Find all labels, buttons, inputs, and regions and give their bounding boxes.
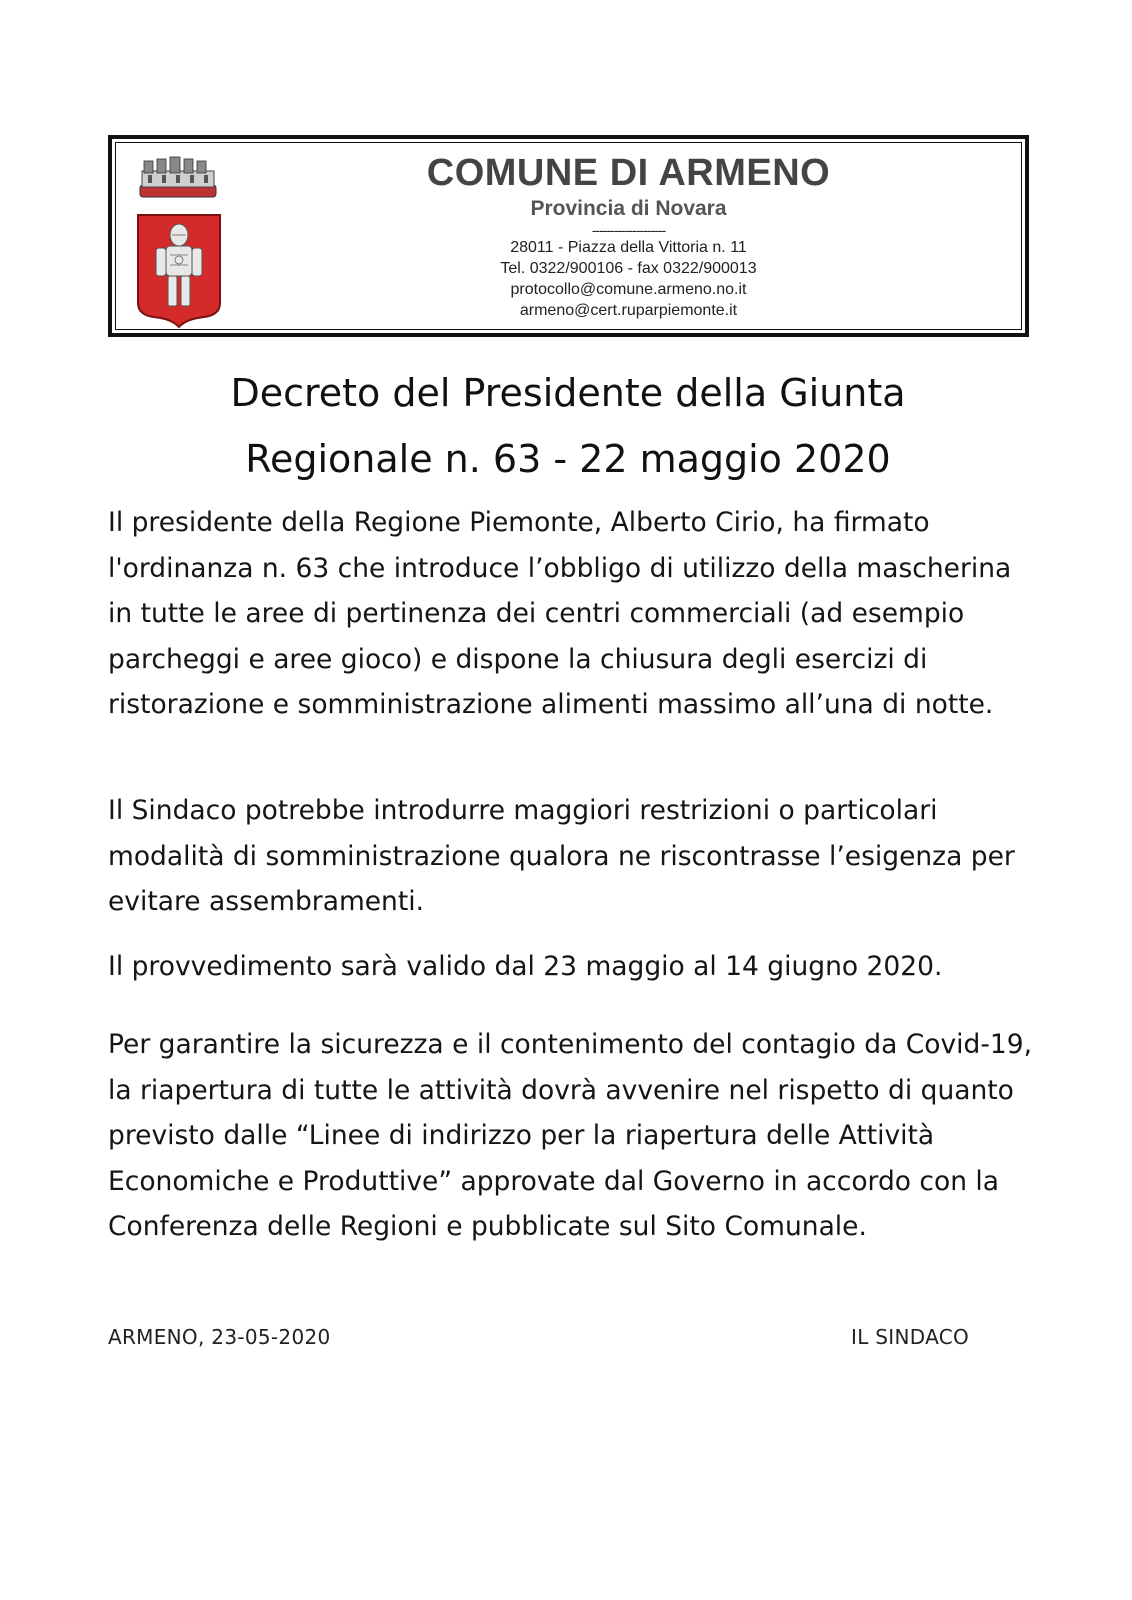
paragraph-validity: Il provvedimento sarà valido dal 23 maggio al 14 giugno 2020. bbox=[108, 951, 943, 982]
letterhead-separator: -------------------- bbox=[591, 222, 666, 238]
phone-fax: Tel. 0322/900106 - fax 0322/900013 bbox=[500, 260, 757, 277]
document-title bbox=[108, 360, 1028, 492]
paragraph-guidelines: Per garantire la sicurezza e il contenimento del contagio da Covid-19, la riapertura di tutte le attività dovrà avvenire nel rispetto di quanto previsto dalle “Linee di indirizzo per la riapertura delle Attività Economiche e Produttive” approvate dal Governo in accordo con la Conferenza delle Regioni e pubblicate sul Sito Comunale. bbox=[108, 1029, 1033, 1242]
municipality-name: COMUNE DI ARMENO bbox=[426, 152, 831, 194]
document-title-line1: Decreto del Presidente della Giunta bbox=[230, 371, 906, 415]
letterhead-inner-frame bbox=[115, 142, 1022, 330]
place-date: ARMENO, 23-05-2020 bbox=[108, 1325, 331, 1349]
coat-of-arms-knight-icon bbox=[134, 155, 224, 330]
document-title-line2: Regionale n. 63 - 22 maggio 2020 bbox=[245, 437, 891, 481]
email-pec: armeno@cert.ruparpiemonte.it bbox=[519, 302, 738, 319]
address: 28011 - Piazza della Vittoria n. 11 bbox=[510, 239, 747, 256]
letterhead-text bbox=[246, 151, 1011, 321]
paragraph-ordinance: Il presidente della Regione Piemonte, Alberto Cirio, ha firmato l'ordinanza n. 63 che introduce l’obbligo di utilizzo della mascherina in tutte le aree di pertinenza dei centri commerciali (ad esempio parcheggi e aree gioco) e dispone la chiusura degli esercizi di ristorazione e somministrazione alimenti massimo all’una di notte. bbox=[108, 507, 1012, 720]
signature-label: IL SINDACO bbox=[851, 1325, 970, 1349]
province-name: Provincia di Novara bbox=[530, 197, 727, 220]
crown-icon bbox=[140, 157, 216, 197]
email-protocol: protocollo@comune.armeno.no.it bbox=[510, 281, 747, 298]
paragraph-mayor-restrictions: Il Sindaco potrebbe introdurre maggiori restrizioni o particolari modalità di somministrazione qualora ne riscontrasse l’esigenza per evitare assembramenti. bbox=[108, 795, 1015, 917]
letterhead bbox=[108, 135, 1029, 337]
